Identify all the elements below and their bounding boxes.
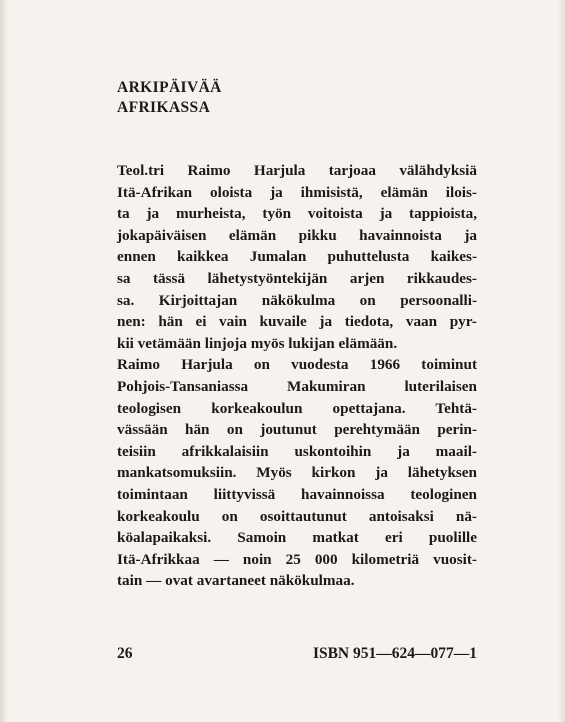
title-line-2: AFRIKASSA <box>117 99 211 116</box>
text-line: Teol.tri Raimo Harjula tarjoaa välähdyksiä <box>117 162 477 179</box>
text-line: Itä-Afrikan oloista ja ihmisistä, elämän ilois- <box>117 183 477 201</box>
description-text <box>117 160 477 592</box>
page-edge-left <box>0 0 8 722</box>
text-line: teologisen korkeakoulun opettajana. Tehtä- <box>117 399 477 417</box>
paragraph-1 <box>117 160 477 354</box>
text-line: korkeakoulu on osoittautunut antoisaksi nä- <box>117 507 477 525</box>
text-line: vässään hän on joutunut perehtymään perin- <box>117 421 477 439</box>
text-line: köalapaikaksi. Samoin matkat eri puolille <box>117 529 477 547</box>
text-line: nen: hän ei vain kuvaile ja tiedota, vaan pyr- <box>117 313 477 331</box>
paragraph-2 <box>117 354 477 592</box>
text-line: teisiin afrikkalaisiin uskontoihin ja maail- <box>117 442 477 460</box>
text-line: ta ja murheista, työn voitoista ja tappioista, <box>117 205 477 223</box>
isbn-label: ISBN 951—624—077—1 <box>312 645 477 662</box>
text-line: sa tässä lähetystyöntekijän arjen rikkaudes- <box>117 269 477 287</box>
text-line: ennen kaikkea Jumalan puhuttelusta kaikes- <box>117 248 477 266</box>
page-title <box>117 78 222 118</box>
text-line: jokapäiväisen elämän pikku havainnoista ja <box>117 226 477 244</box>
title-line-1: ARKIPÄIVÄÄ <box>117 79 222 96</box>
text-line: toimintaan liittyvissä havainnoissa teologinen <box>117 485 477 503</box>
text-line: mankatsomuksiin. Myös kirkon ja lähetyksen <box>117 464 477 482</box>
page-number: 26 <box>117 645 133 662</box>
text-line: tain — ovat avartaneet näkökulmaa. <box>117 572 355 590</box>
text-line: Raimo Harjula on vuodesta 1966 toiminut <box>117 356 477 374</box>
text-line: Pohjois-Tansaniassa Makumiran luterilaisen <box>117 377 477 395</box>
text-line: kii vetämään linjoja myös lukijan elämään. <box>117 334 398 352</box>
page-edge-right <box>557 0 565 722</box>
text-line: sa. Kirjoittajan näkökulma on persoonalli- <box>117 291 477 309</box>
text-line: Itä-Afrikkaa — noin 25 000 kilometriä vuosit- <box>117 550 477 568</box>
